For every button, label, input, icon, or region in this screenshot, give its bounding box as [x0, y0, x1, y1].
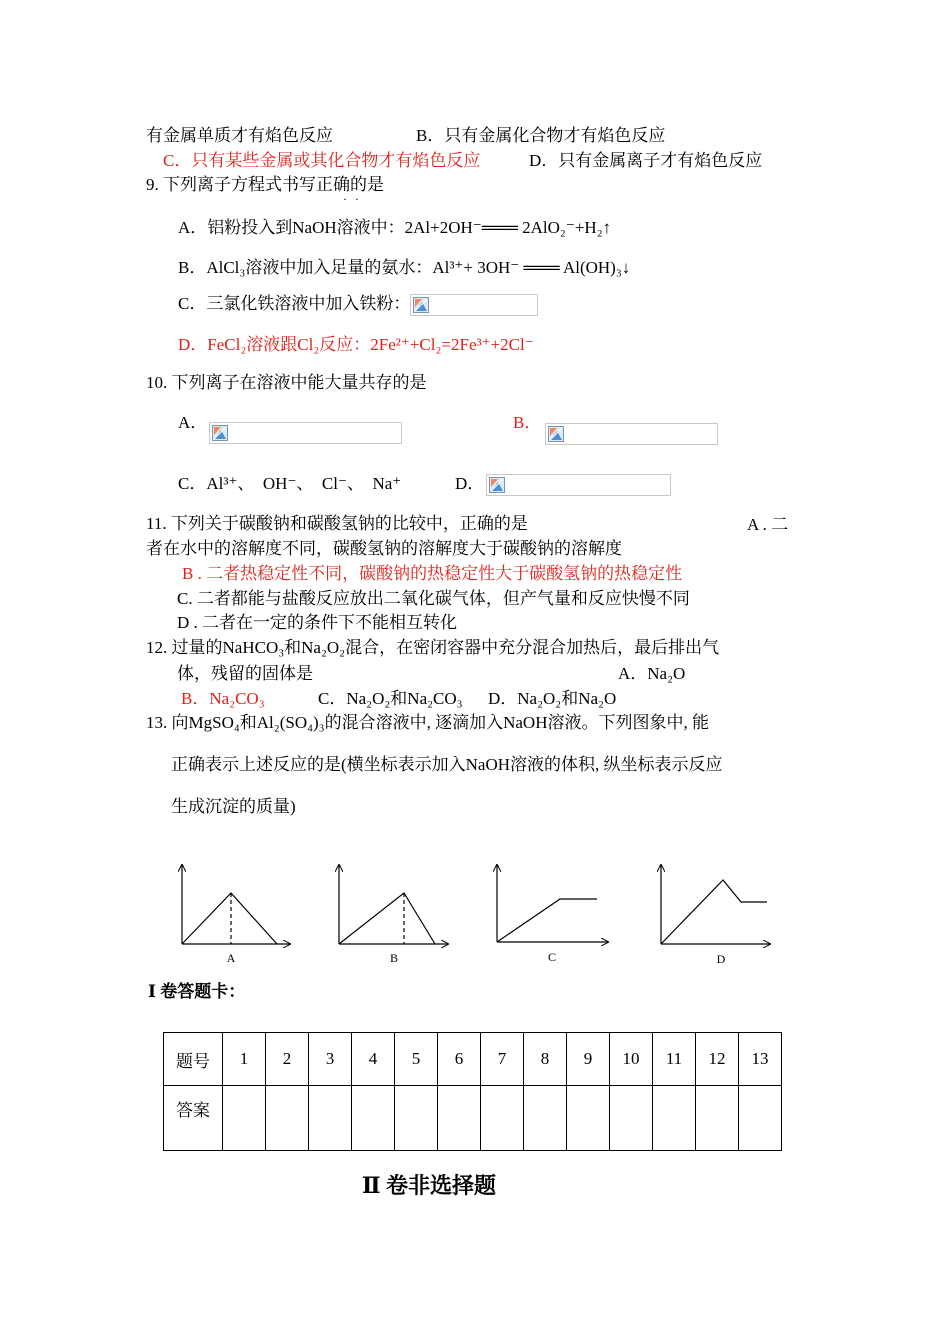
q10-option-b-label: B．	[513, 413, 542, 432]
q11-option-a: 者在水中的溶解度不同，碳酸氢钠的溶解度大于碳酸钠的溶解度	[146, 539, 622, 558]
q13-stem-line3: 生成沉淀的质量)	[171, 797, 296, 816]
row-header-number: 题号	[164, 1033, 223, 1086]
emphasis-dots: ··	[343, 192, 367, 206]
q10-option-d-label: D．	[455, 474, 485, 493]
q8-option-b: B．只有金属化合物才有焰色反应	[416, 126, 666, 145]
graph-d-curve	[661, 880, 767, 944]
q12-stem-cont: 体，残留的固体是	[177, 664, 313, 683]
q10-option-c: C．Al³⁺、 OH⁻、 Cl⁻、 Na⁺	[178, 474, 402, 493]
q9-option-d: D．FeCl₂溶液跟Cl₂反应：2Fe²⁺+Cl₂=2Fe³⁺+2Cl⁻	[178, 335, 534, 354]
question-number-cell: 5	[395, 1033, 438, 1086]
q12-option-c: C．Na₂O₂和Na₂CO₃	[318, 689, 463, 708]
q11-option-a-prefix: A . 二	[747, 515, 789, 534]
answer-cell[interactable]	[696, 1086, 739, 1151]
row-header-answer: 答案	[164, 1086, 223, 1151]
question-number-cell: 12	[696, 1033, 739, 1086]
q11-option-d: D . 二者在一定的条件下不能相互转化	[177, 613, 458, 632]
graph-a-label: A	[226, 951, 236, 965]
q11-option-c: C. 二者都能与盐酸反应放出二氧化碳气体，但产气量和反应快慢不同	[177, 589, 690, 608]
question-number-cell: 3	[309, 1033, 352, 1086]
answer-cell[interactable]	[438, 1086, 481, 1151]
table-row-answers	[164, 1086, 782, 1151]
question-number-cell: 11	[653, 1033, 696, 1086]
q9-stem: 9. 下列离子方程式书写正确的是	[146, 175, 384, 194]
q12-option-d: D．Na₂O₂和Na₂O	[488, 689, 617, 708]
q11-option-b: B . 二者热稳定性不同，碳酸钠的热稳定性大于碳酸氢钠的热稳定性	[182, 564, 683, 583]
answer-card-table	[163, 1032, 782, 1151]
question-number-cell: 13	[739, 1033, 782, 1086]
q8-option-d: D．只有金属离子才有焰色反应	[529, 151, 763, 170]
question-number-cell: 7	[481, 1033, 524, 1086]
section-2-title: Ⅱ 卷非选择题	[362, 1173, 497, 1198]
q11-stem: 11. 下列关于碳酸钠和碳酸氢钠的比较中，正确的是	[146, 514, 528, 533]
q12-option-b: B．Na₂CO₃	[181, 689, 265, 708]
question-number-cell: 9	[567, 1033, 610, 1086]
answer-cell[interactable]	[395, 1086, 438, 1151]
answer-cell[interactable]	[309, 1086, 352, 1151]
q9-option-c-label: C．三氯化铁溶液中加入铁粉：	[178, 294, 411, 313]
question-number-cell: 1	[223, 1033, 266, 1086]
q8-option-a: 有金属单质才有焰色反应	[146, 126, 333, 145]
q13-stem-line1: 13. 向MgSO₄和Al₂(SO₄)₃的混合溶液中, 逐滴加入NaOH溶液。下列图象中, 能	[146, 713, 709, 732]
q9-option-a: A．铝粉投入到NaOH溶液中：2Al+2OH⁻═══ 2AlO₂⁻+H₂↑	[178, 218, 612, 237]
answer-cell[interactable]	[223, 1086, 266, 1151]
answer-card-title: Ⅰ 卷答题卡：	[148, 982, 246, 1001]
question-number-cell: 2	[266, 1033, 309, 1086]
question-number-cell: 8	[524, 1033, 567, 1086]
table-row-numbers	[164, 1033, 782, 1086]
answer-cell[interactable]	[567, 1086, 610, 1151]
q12-option-a: A．Na₂O	[618, 664, 686, 683]
graph-a-curve	[182, 893, 277, 944]
answer-cell[interactable]	[739, 1086, 782, 1151]
graph-b-curve	[339, 893, 435, 944]
question-number-cell: 6	[438, 1033, 481, 1086]
q10-stem: 10. 下列离子在溶液中能大量共存的是	[146, 373, 427, 392]
graph-b-label: B	[389, 951, 399, 965]
answer-cell[interactable]	[266, 1086, 309, 1151]
answer-cell[interactable]	[481, 1086, 524, 1151]
question-number-cell: 4	[352, 1033, 395, 1086]
q13-stem-line2: 正确表示上述反应的是(横坐标表示加入NaOH溶液的体积, 纵坐标表示反应	[171, 755, 723, 774]
graph-c-label: C	[547, 950, 557, 964]
graph-d-label: D	[716, 952, 726, 966]
q10-option-a-label: A．	[178, 413, 208, 432]
graph-c-curve	[497, 899, 597, 942]
q9-option-b: B．AlCl₃溶液中加入足量的氨水：Al³⁺+ 3OH⁻ ═══ Al(OH)₃↓	[178, 258, 631, 277]
answer-cell[interactable]	[610, 1086, 653, 1151]
q8-option-c: C．只有某些金属或其化合物才有焰色反应	[163, 151, 481, 170]
answer-cell[interactable]	[352, 1086, 395, 1151]
q12-stem: 12. 过量的NaHCO₃和Na₂O₂混合，在密闭容器中充分混合加热后，最后排出气	[146, 638, 720, 657]
answer-cell[interactable]	[524, 1086, 567, 1151]
question-number-cell: 10	[610, 1033, 653, 1086]
answer-cell[interactable]	[653, 1086, 696, 1151]
